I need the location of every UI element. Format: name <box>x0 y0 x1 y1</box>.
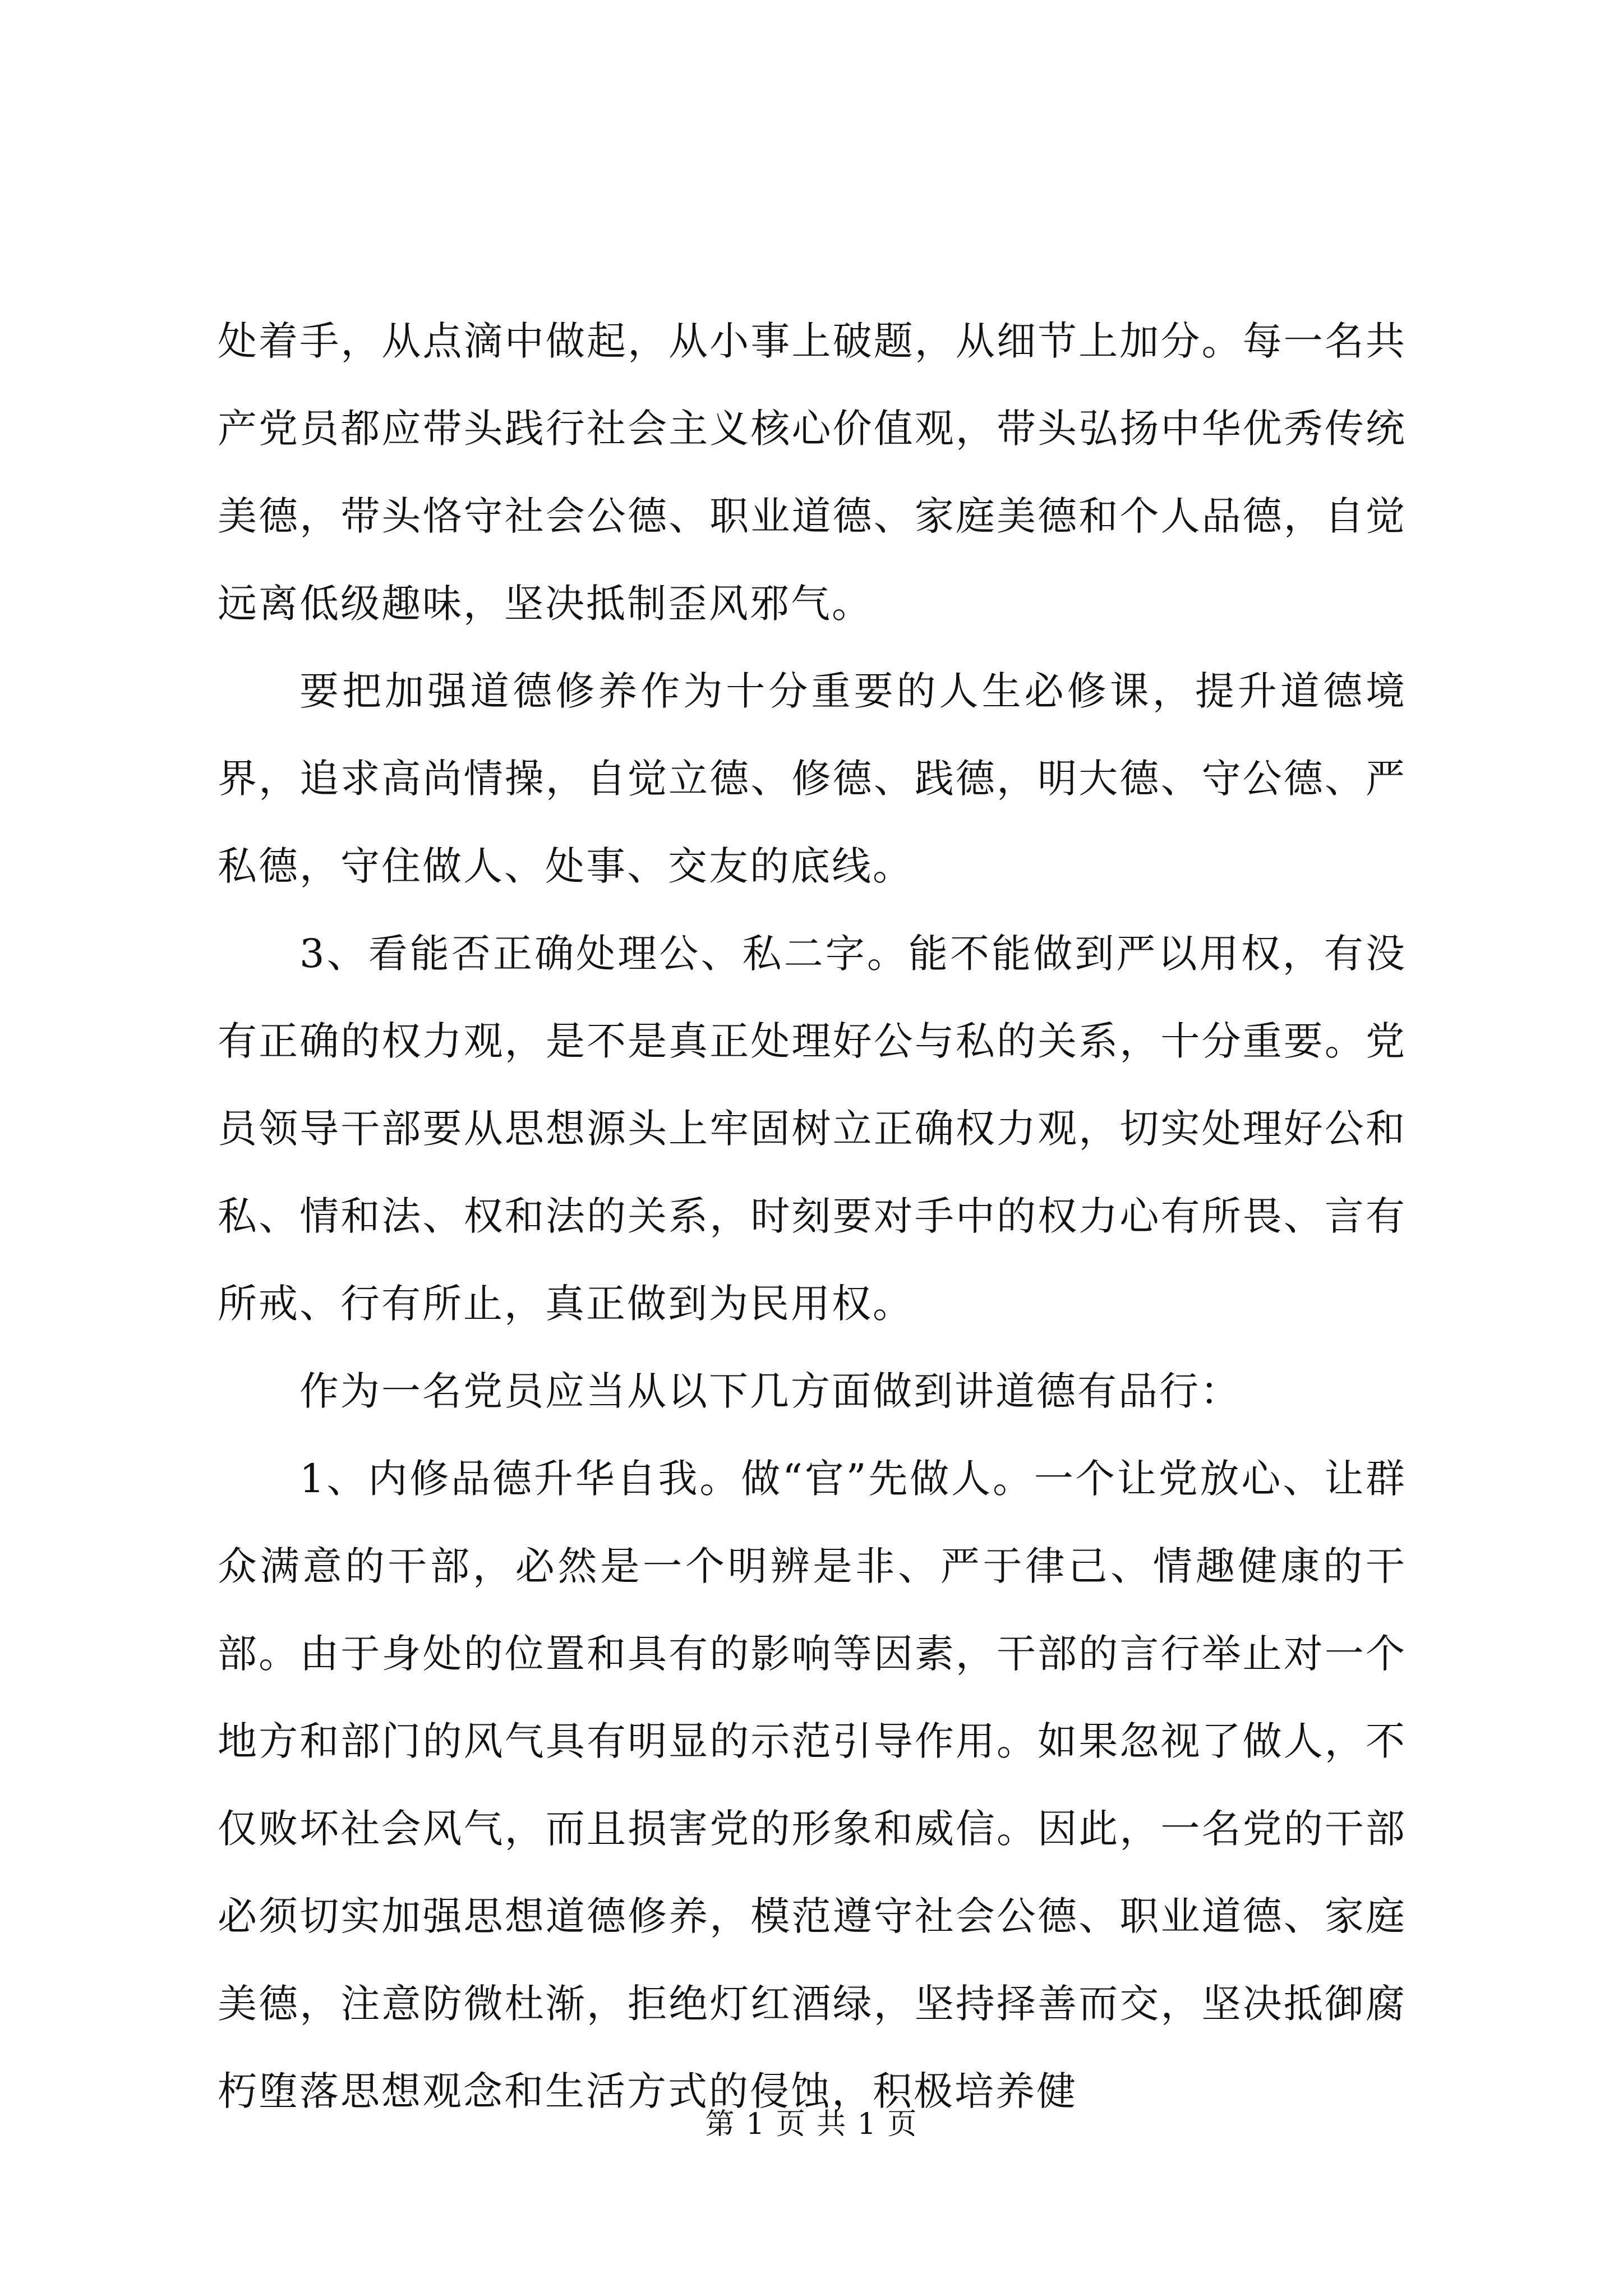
paragraph-1: 处着手，从点滴中做起，从小事上破题，从细节上加分。每一名共产党员都应带头践行社会主义核心价值观，带头弘扬中华优秀传统美德，带头恪守社会公德、职业道德、家庭美德和个人品德，自觉远离低级趣味，坚决抵制歪风邪气。 <box>218 318 1407 627</box>
paragraph-5: 1、内修品德升华自我。做“官”先做人。一个让党放心、让群众满意的干部，必然是一个明辨是非、严于律己、情趣健康的干部。由于身处的位置和具有的影响等因素，干部的言行举止对一个地方和部门的风气具有明显的示范引导作用。如果忽视了做人，不仅败坏社会风气，而且损害党的形象和威信。因此，一名党的干部必须切实加强思想道德修养，模范遵守社会公德、职业道德、家庭美德，注意防微杜渐，拒绝灯红酒绿，坚持择善而交，坚决抵御腐朽堕落思想观念和生活方式的侵蚀，积极培养健 <box>218 1456 1407 2114</box>
paragraph-4: 作为一名党员应当从以下几方面做到讲道德有品行： <box>299 1368 1241 1414</box>
paragraph-3: 3、看能否正确处理公、私二字。能不能做到严以用权，有没有正确的权力观，是不是真正处理好公与私的关系，十分重要。党员领导干部要从思想源头上牢固树立正确权力观，切实处理好公和私、情和法、权和法的关系，时刻要对手中的权力心有所畏、言有所戒、行有所止，真正做到为民用权。 <box>218 931 1407 1327</box>
paragraph-2: 要把加强道德修养作为十分重要的人生必修课，提升道德境界，追求高尚情操，自觉立德、修德、践德，明大德、守公德、严私德，守住做人、处事、交友的底线。 <box>218 668 1407 889</box>
page-footer: 第 1 页 共 1 页 <box>705 2108 918 2141</box>
document-body <box>218 297 1407 2135</box>
